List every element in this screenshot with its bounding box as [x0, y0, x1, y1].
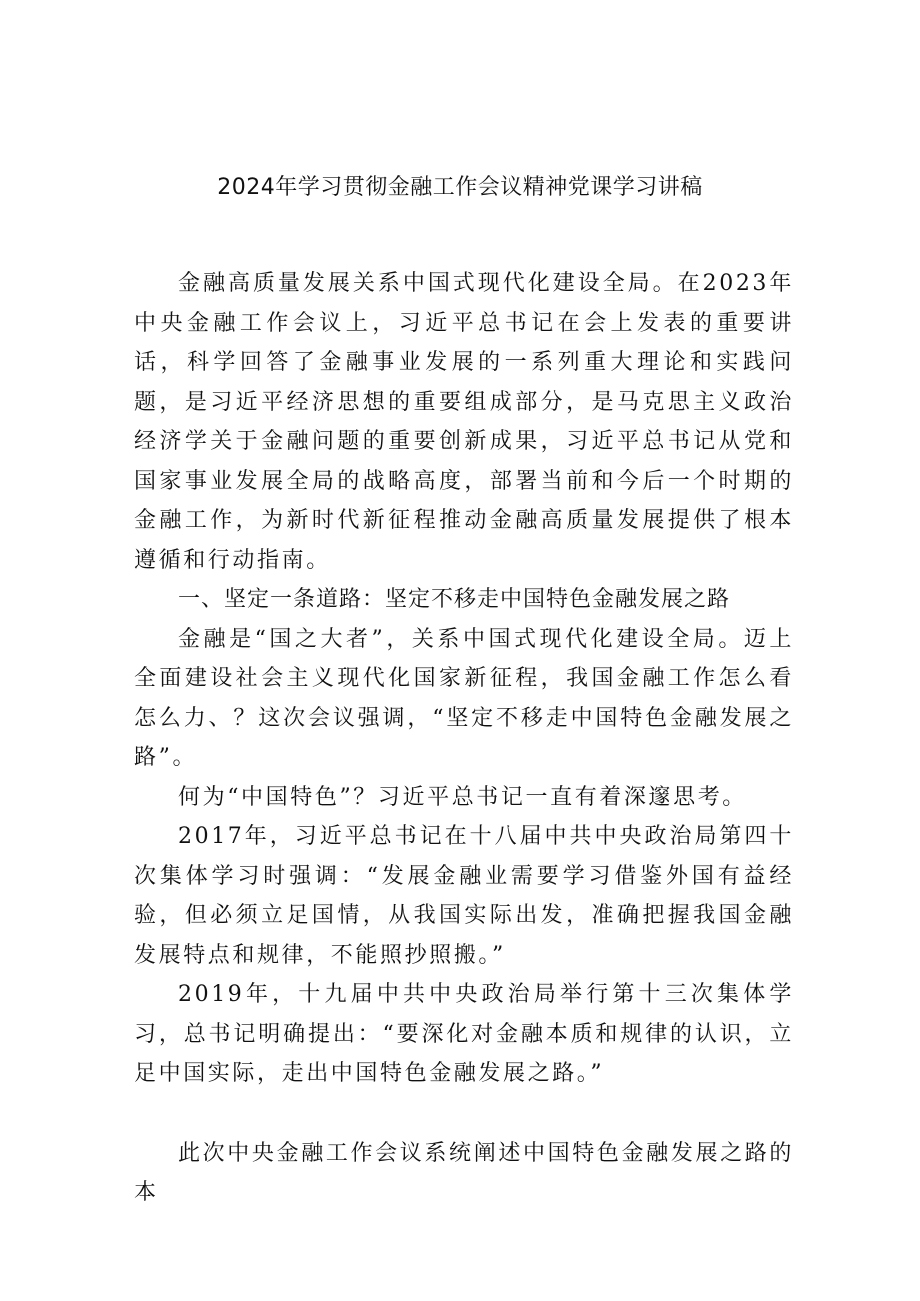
- document-body: [134, 264, 794, 1213]
- paragraph-chinese-characteristics: 何为“中国特色”？习近平总书记一直有着深邃思考。: [178, 784, 747, 810]
- paragraph-2019: 2019年，十九届中共中央政治局举行第十三次集体学习，总书记明确提出：“要深化对金融本质和规律的认识，立足中国实际，走出中国特色金融发展之路。”: [134, 982, 794, 1086]
- paragraph-intro: 金融高质量发展关系中国式现代化建设全局。在2023年中央金融工作会议上，习近平总书记在会上发表的重要讲话，科学回答了金融事业发展的一系列重大理论和实践问题，是习近平经济思想的重要组成部分，是马克思主义政治经济学关于金融问题的重要创新成果，习近平总书记从党和国家事业发展全局的战略高度，部署当前和今后一个时期的金融工作，为新时代新征程推动金融高质量发展提供了根本遵循和行动指南。: [134, 271, 794, 573]
- paragraph-2017: 2017年，习近平总书记在十八届中共中央政治局第四十次集体学习时强调：“发展金融业需要学习借鉴外国有益经验，但必须立足国情，从我国实际出发，准确把握我国金融发展特点和规律，不能照抄照搬。”: [134, 824, 794, 968]
- section-heading-1: 一、坚定一条道路：坚定不移走中国特色金融发展之路: [178, 587, 731, 612]
- paragraph-finance-national-priority: 金融是“国之大者”，关系中国式现代化建设全局。迈上全面建设社会主义现代化国家新征程，我国金融工作怎么看怎么力、？这次会议强调，“坚定不移走中国特色金融发展之路”。: [134, 626, 794, 770]
- paragraph-conference-summary: 此次中央金融工作会议系统阐述中国特色金融发展之路的本: [134, 1140, 794, 1205]
- document-title: 2024年学习贯彻金融工作会议精神党课学习讲稿: [217, 175, 703, 200]
